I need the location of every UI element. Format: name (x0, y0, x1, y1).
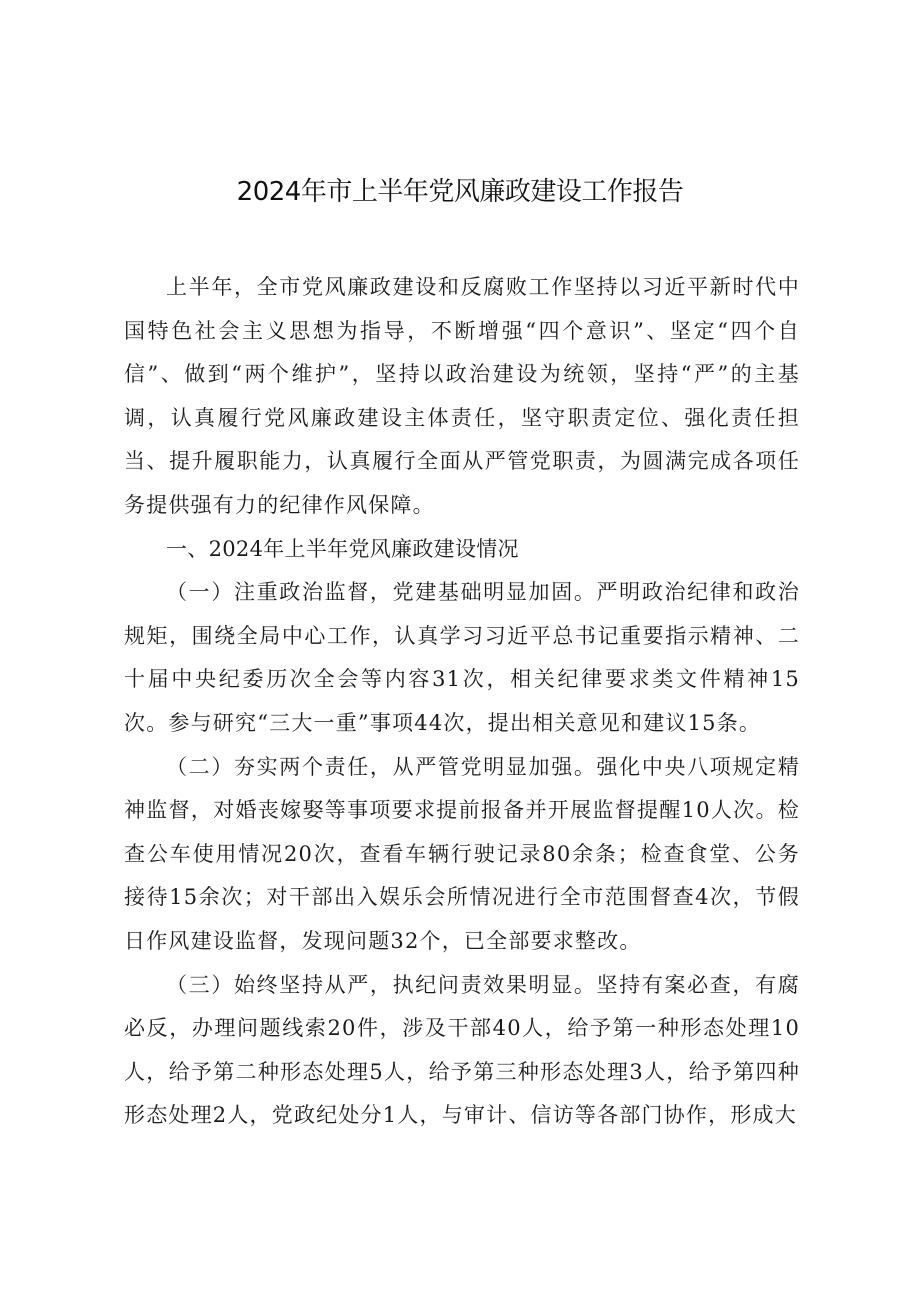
paragraph-intro: 上半年，全市党风廉政建设和反腐败工作坚持以习近平新时代中国特色社会主义思想为指导，不断增强“四个意识”、坚定“四个自信”、做到“两个维护”，坚持以政治建设为统领，坚持“严”的主基调，认真履行党风廉政建设主体责任，坚守职责定位、强化责任担当、提升履职能力，认真履行全面从严管党职责，为圆满完成各项任务提供强有力的纪律作风保障。 (124, 275, 800, 517)
document-body (124, 266, 800, 1138)
paragraph-two-responsibilities: （二）夯实两个责任，从严管党明显加强。强化中央八项规定精神监督，对婚丧嫁娶等事项要求提前报备并开展监督提醒10人次。检查公车使用情况20次，查看车辆行驶记录80余条；检查食堂、公务接待15余次；对干部出入娱乐会所情况进行全市范围督查4次，节假日作风建设监督，发现问题32个，已全部要求整改。 (124, 754, 800, 953)
paragraph-discipline-accountability: （三）始终坚持从严，执纪问责效果明显。坚持有案必查，有腐必反，办理问题线索20件，涉及干部40人，给予第一种形态处理10人，给予第二种形态处理5人，给予第三种形态处理3人，给予第四种形态处理2人，党政纪处分1人，与审计、信访等各部门协作，形成大 (124, 972, 800, 1128)
section-heading-1: 一、2024年上半年党风廉政建设情况 (166, 536, 519, 561)
paragraph-political-supervision: （一）注重政治监督，党建基础明显加固。严明政治纪律和政治规矩，围绕全局中心工作，认真学习习近平总书记重要指示精神、二十届中央纪委历次全会等内容31次，相关纪律要求类文件精神15次。参与研究“三大一重”事项44次，提出相关意见和建议15条。 (124, 580, 800, 735)
document-title: 2024年市上半年党风廉政建设工作报告 (236, 177, 684, 207)
